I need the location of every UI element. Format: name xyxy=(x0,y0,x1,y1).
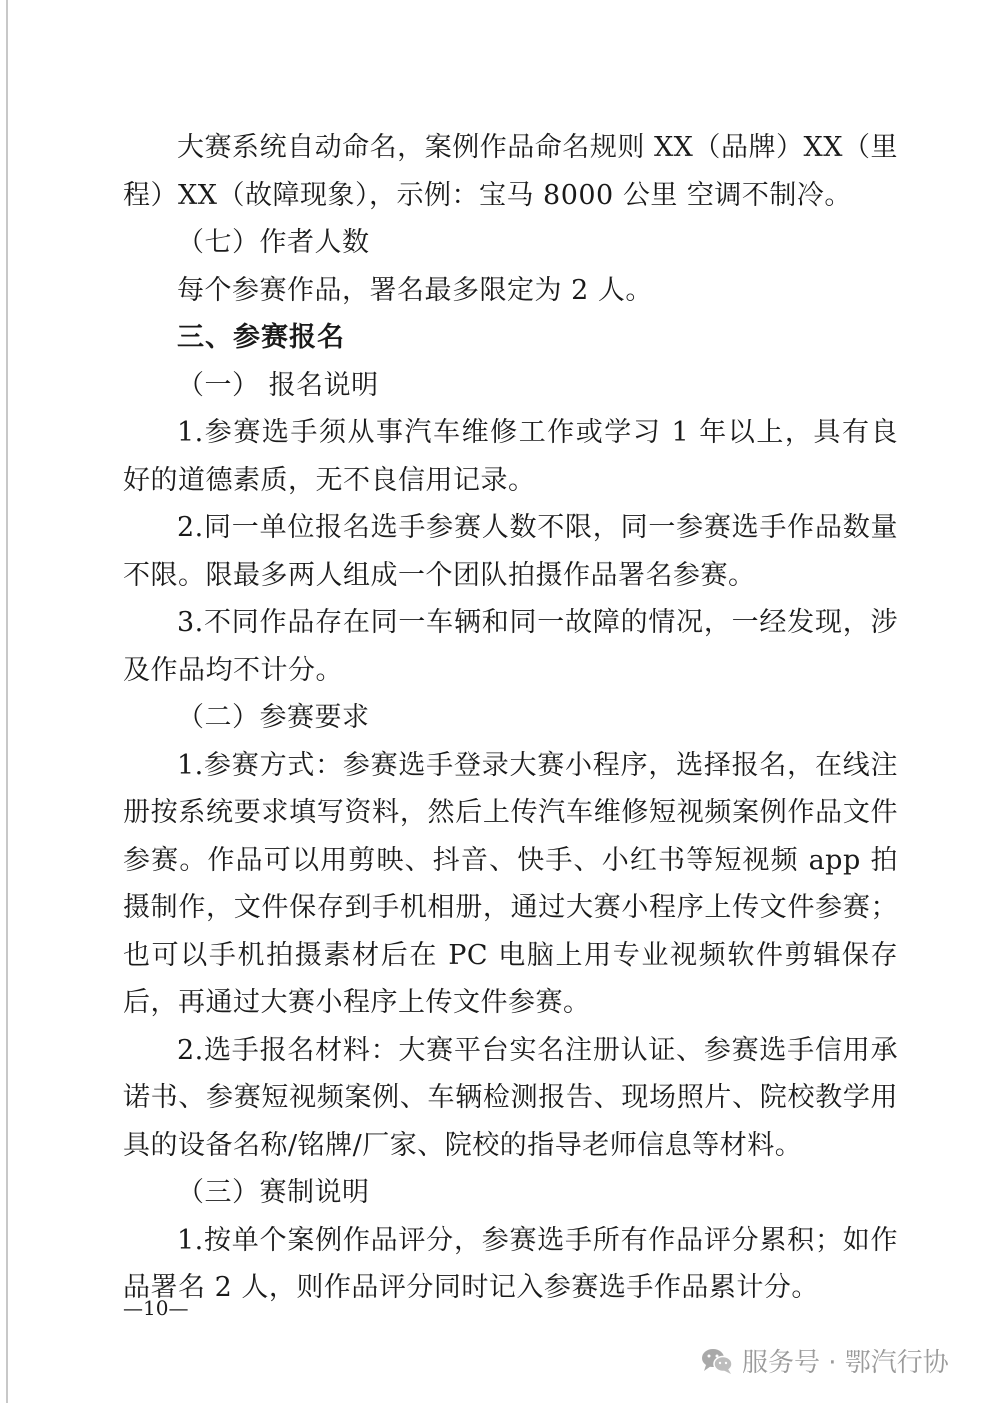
wechat-icon xyxy=(700,1346,734,1376)
subheading-registration-notes: （一） 报名说明 xyxy=(177,369,379,401)
subheading-competition-rules: （三）赛制说明 xyxy=(177,1177,370,1208)
subheading-author-count: （七）作者人数 xyxy=(177,227,370,258)
watermark xyxy=(700,1342,949,1379)
subheading-requirements: （二）参赛要求 xyxy=(177,702,370,733)
paragraph-scoring: 1.按单个案例作品评分，参赛选手所有作品评分累积；如作品署名 2 人，则作品评分同时记入参赛选手作品累计分。 xyxy=(123,1224,898,1303)
paragraph-author-limit: 每个参赛作品，署名最多限定为 2 人。 xyxy=(177,274,653,306)
paragraph-naming-rule: 大赛系统自动命名，案例作品命名规则 XX（品牌）XX（里程）XX（故障现象），示例：宝马 8000 公里 空调不制冷。 xyxy=(123,132,898,211)
paragraph-item-2-unit-limit: 2.同一单位报名选手参赛人数不限，同一参赛选手作品数量不限。限最多两人组成一个团队拍摄作品署名参赛。 xyxy=(123,512,898,591)
paragraph-registration-materials: 2.选手报名材料：大赛平台实名注册认证、参赛选手信用承诺书、参赛短视频案例、车辆检测报告、现场照片、院校教学用具的设备名称/铭牌/厂家、院校的指导老师信息等材料。 xyxy=(123,1034,898,1161)
paragraph-item-1-eligibility: 1.参赛选手须从事汽车维修工作或学习 1 年以上，具有良好的道德素质，无不良信用记录。 xyxy=(123,417,898,496)
section-heading-registration: 三、参赛报名 xyxy=(177,322,345,353)
scan-edge-line xyxy=(6,0,8,1403)
page-number: —10— xyxy=(123,1296,189,1320)
paragraph-participation-method: 1.参赛方式：参赛选手登录大赛小程序，选择报名，在线注册按系统要求填写资料，然后上传汽车维修短视频案例作品文件参赛。作品可以用剪映、抖音、快手、小红书等短视频 app 拍摄制作，文件保存到手机相册，通过大赛小程序上传文件参赛；也可以手机拍摄素材后在 PC 电脑上用专业视频软件剪辑保存后，再通过大赛小程序上传文件参赛。 xyxy=(123,749,898,1018)
document-page xyxy=(123,124,898,1312)
paragraph-item-3-duplicates: 3.不同作品存在同一车辆和同一故障的情况，一经发现，涉及作品均不计分。 xyxy=(123,607,898,686)
watermark-text: 服务号 · 鄂汽行协 xyxy=(742,1348,949,1378)
